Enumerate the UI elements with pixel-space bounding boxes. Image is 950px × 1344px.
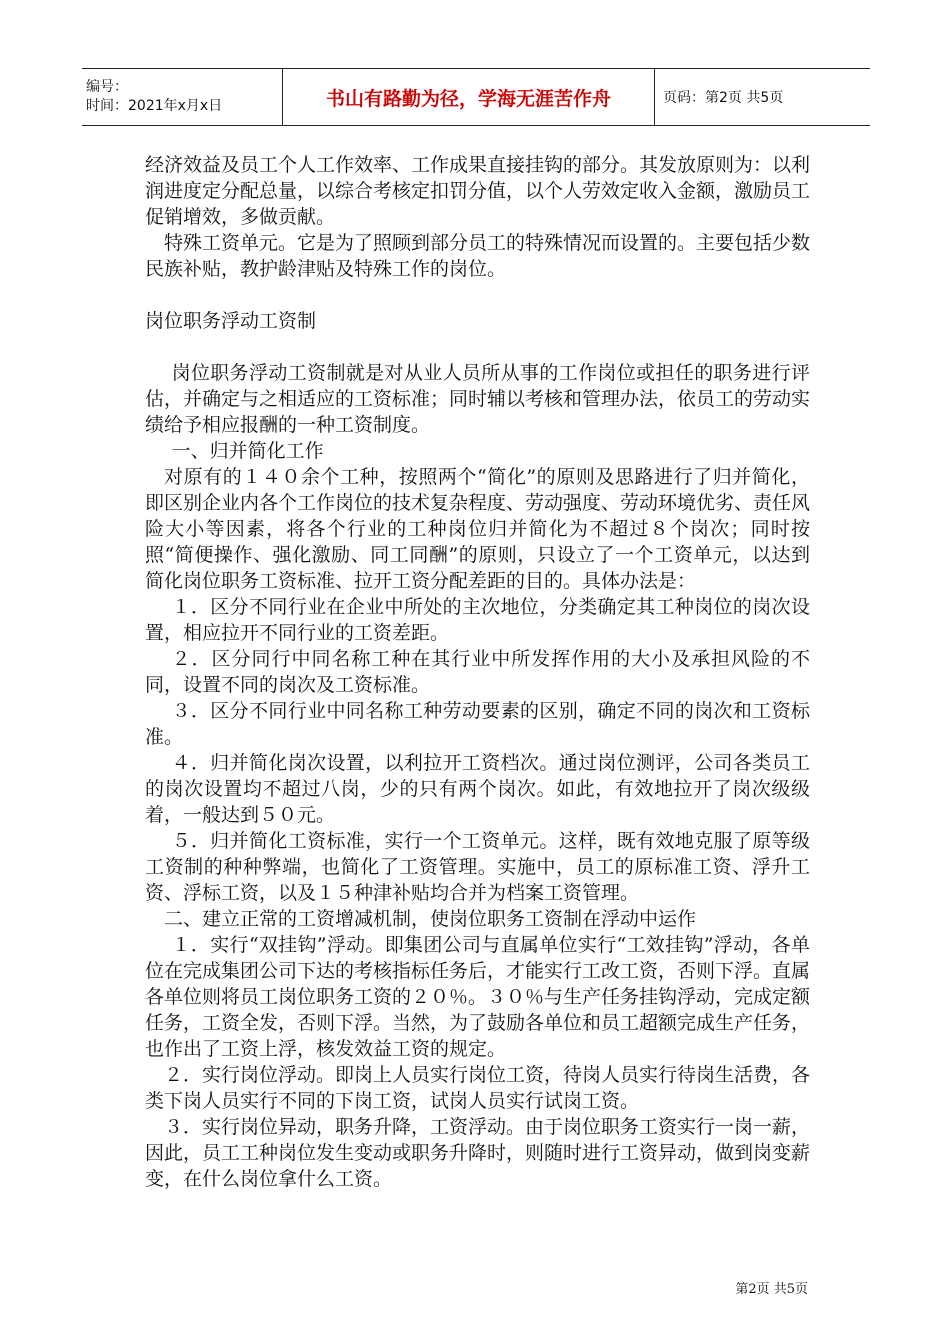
list-item: ４．归并简化岗次设置，以利拉开工资档次。通过岗位测评，公司各类员工的岗次设置均不超过八岗，少的只有两个岗次。如此，有效地拉开了岗次级级着，一般达到５０元。	[145, 752, 810, 826]
header-motto-cell	[282, 69, 655, 125]
header-meta	[82, 69, 282, 125]
subheading: 二、建立正常的工资增减机制，使岗位职务工资制在浮动中运作	[164, 908, 697, 930]
spacer	[145, 282, 810, 308]
header-page-cell	[655, 69, 870, 125]
list-item: ３．区分不同行业中同名称工种劳动要素的区别，确定不同的岗次和工资标准。	[145, 700, 810, 748]
list-item: ２．实行岗位浮动。即岗上人员实行岗位工资，待岗人员实行待岗生活费，各类下岗人员实行不同的下岗工资，试岗人员实行试岗工资。	[145, 1064, 811, 1112]
document-body	[145, 152, 810, 1192]
list-item: ２．区分同行中同名称工种在其行业中所发挥作用的大小及承担风险的不同，设置不同的岗次及工资标准。	[145, 648, 810, 696]
paragraph: 特殊工资单元。它是为了照顾到部分员工的特殊情况而设置的。主要包括少数民族补贴，教护龄津贴及特殊工作的岗位。	[145, 232, 811, 280]
paragraph: 经济效益及员工个人工作效率、工作成果直接挂钩的部分。其发放原则为：以利润进度定分配总量，以综合考核定扣罚分值，以个人劳效定收入金额，激励员工促销增效，多做贡献。	[145, 154, 811, 228]
paragraph: 对原有的１４０余个工种，按照两个“简化”的原则及思路进行了归并简化，即区别企业内各个工作岗位的技术复杂程度、劳动强度、劳动环境优劣、责任风险大小等因素，将各个行业的工种岗位归并简化为不超过８个岗次；同时按照“简便操作、强化激励、同工同酬”的原则，只设立了一个工资单元，以达到简化岗位职务工资标准、拉开工资分配差距的目的。具体办法是：	[145, 466, 811, 592]
document-time-label: 时间：2021年x月x日	[86, 98, 223, 114]
list-item: ３．实行岗位异动，职务升降，工资浮动。由于岗位职务工资实行一岗一薪，因此，员工工种岗位发生变动或职务升降时，则随时进行工资异动，做到岗变薪变，在什么岗位拿什么工资。	[145, 1116, 811, 1190]
list-item: １．区分不同行业在企业中所处的主次地位，分类确定其工种岗位的岗次设置，相应拉开不同行业的工资差距。	[145, 596, 810, 644]
header-page-number: 页码：第2页 共5页	[663, 90, 784, 106]
spacer	[145, 334, 810, 360]
header-motto: 书山有路勤为径，学海无涯苦作舟	[325, 87, 611, 110]
document-number-label: 编号：	[86, 79, 128, 95]
list-item: １．实行“双挂钩”浮动。即集团公司与直属单位实行“工效挂钩”浮动，各单位在完成集团公司下达的考核指标任务后，才能实行工改工资，否则下浮。直属各单位则将员工岗位职务工资的２０％。３０％与生产任务挂钩浮动，完成定额任务，工资全发，否则下浮。当然，为了鼓励各单位和员工超额完成生产任务，也作出了工资上浮，核发效益工资的规定。	[145, 934, 811, 1060]
section-heading: 岗位职务浮动工资制	[145, 310, 317, 332]
page-header	[82, 68, 870, 126]
subheading: 一、归并简化工作	[171, 440, 324, 462]
page-footer: 第2页 共5页	[735, 1282, 808, 1297]
paragraph: 岗位职务浮动工资制就是对从业人员所从事的工作岗位或担任的职务进行评估，并确定与之相适应的工资标准；同时辅以考核和管理办法，依员工的劳动实绩给予相应报酬的一种工资制度。	[145, 362, 811, 436]
list-item: ５．归并简化工资标准，实行一个工资单元。这样，既有效地克服了原等级工资制的种种弊端，也简化了工资管理。实施中，员工的原标准工资、浮升工资、浮标工资，以及１５种津补贴均合并为档案工资管理。	[145, 830, 810, 904]
